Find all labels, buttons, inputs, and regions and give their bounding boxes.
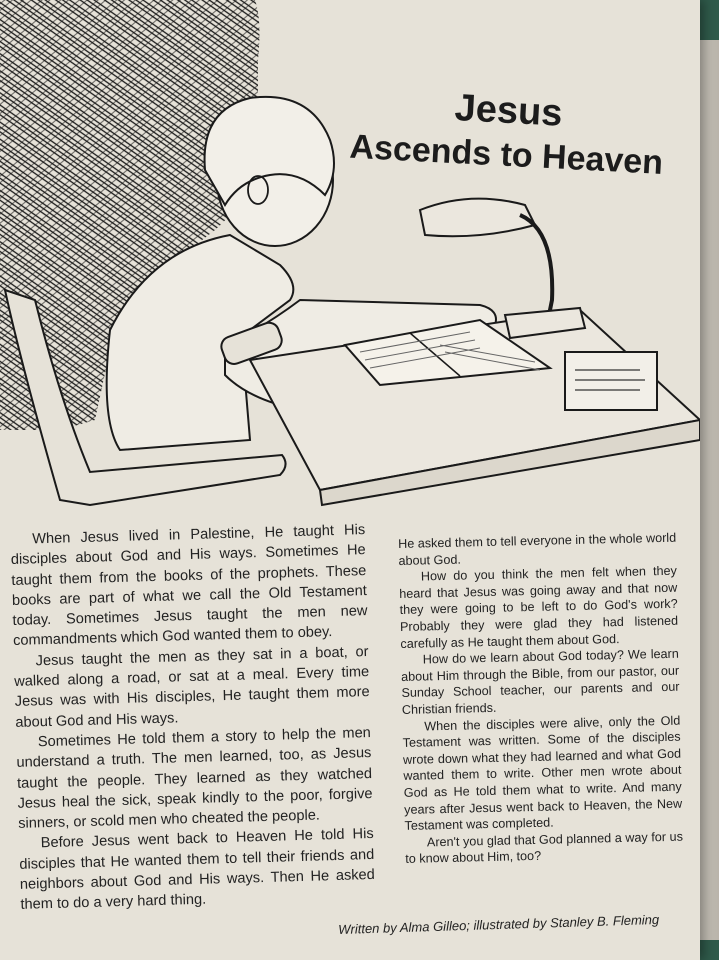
paragraph: Sometimes He told them a story to help the men understand a truth. The men learned, too, as Jesus taught the people. They learned as they watched Jesus heal the sick, speak kindly to the poor, forgive sinners, or scold men who cheated the people. xyxy=(16,724,373,833)
paragraph: He asked them to tell everyone in the whole world about God. xyxy=(398,530,677,568)
title-line-1: Jesus xyxy=(453,87,564,135)
right-column xyxy=(398,530,683,868)
article-title xyxy=(335,80,679,186)
paragraph: When the disciples were alive, only the Old Testament was written. Some of the disciples wrote down what they had learned and what God wanted them to write. Other men wrote about God as He told them what to write. And many years after Jesus went back to Heaven, the New Testament was completed. xyxy=(402,713,683,834)
desk-lamp xyxy=(420,199,535,237)
paragraph: How do you think the men felt when they heard that Jesus was going away and that now they were going to be left to do God's work? Probably they were glad they had listened carefully as He taught them about God. xyxy=(399,563,679,651)
paragraph: Aren't you glad that God planned a way for us to know about Him, too? xyxy=(405,829,684,867)
paragraph: How do we learn about God today? We learn about Him through the Bible, from our pastor, our Sunday School teacher, our parents and our Christian friends. xyxy=(401,646,680,717)
author-credit: Written by Alma Gilleo; illustrated by Stanley B. Fleming xyxy=(338,911,660,937)
paragraph: Before Jesus went back to Heaven He told His disciples that He wanted them to tell their friends and neighbors about God and His ways. Then He asked them to do a very hard thing. xyxy=(19,826,375,914)
paragraph: When Jesus lived in Palestine, He taught His disciples about God and His ways. Sometimes He taught them from the books of the prophets. These books are part of what we call the Old Testament today. Sometimes Jesus taught the men new commandments which God wanted them to obey. xyxy=(10,522,368,650)
closed-book xyxy=(565,352,657,410)
left-column xyxy=(10,520,376,915)
title-line-2: Ascends to Heaven xyxy=(348,127,664,182)
paragraph: Jesus taught the men as they sat in a boat, or walked along a road, or sat at a meal. Every time Jesus was with His disciples, He taught them more about God and His ways. xyxy=(14,643,370,731)
